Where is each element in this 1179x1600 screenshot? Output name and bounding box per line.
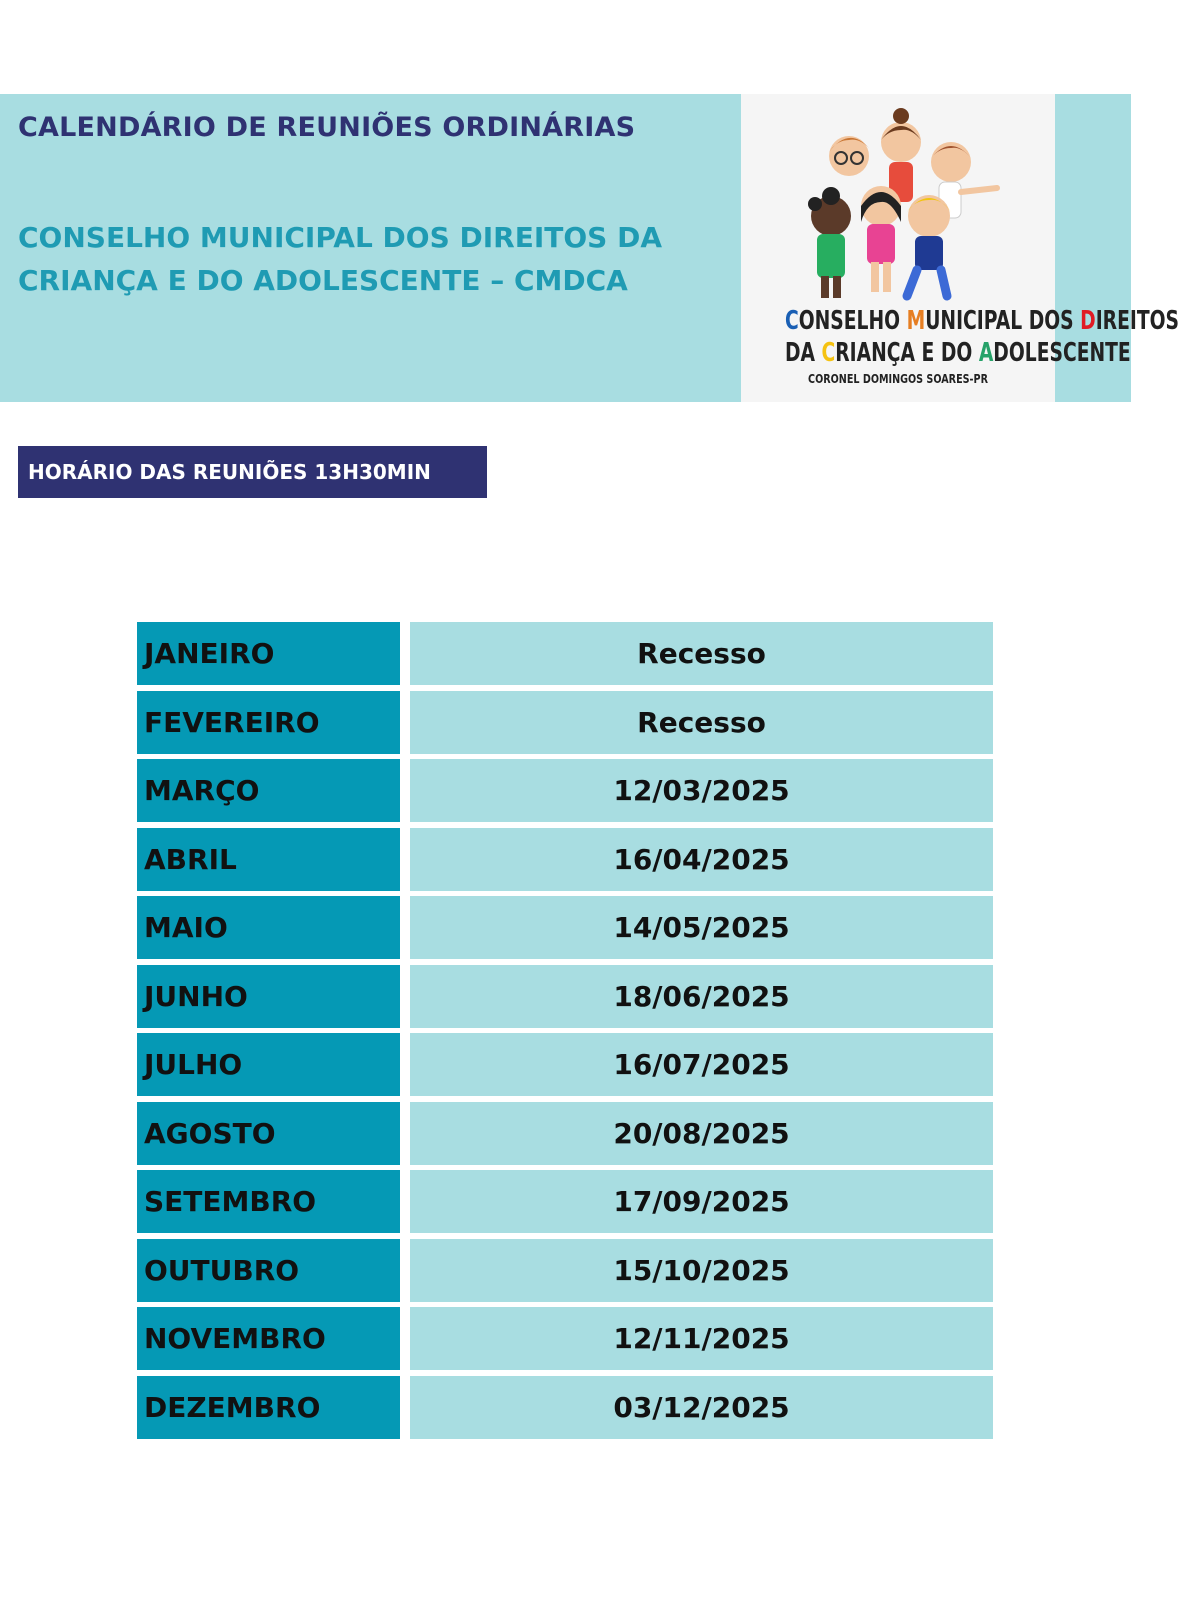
table-row	[137, 1307, 993, 1370]
date-cell: 12/11/2025	[410, 1307, 993, 1370]
table-row	[137, 1102, 993, 1165]
council-name-line2: CRIANÇA E DO ADOLESCENTE – CMDCA	[18, 264, 628, 297]
table-row	[137, 965, 993, 1028]
table-row	[137, 691, 993, 754]
month-cell: DEZEMBRO	[137, 1376, 400, 1439]
meeting-time-badge: HORÁRIO DAS REUNIÕES 13H30MIN	[18, 446, 487, 498]
council-name	[18, 216, 718, 302]
month-cell: JUNHO	[137, 965, 400, 1028]
date-cell: 20/08/2025	[410, 1102, 993, 1165]
page-title: CALENDÁRIO DE REUNIÕES ORDINÁRIAS	[18, 112, 636, 143]
logo-text-city: CORONEL DOMINGOS SOARES-PR	[808, 372, 988, 386]
table-row	[137, 1033, 993, 1096]
date-cell: 03/12/2025	[410, 1376, 993, 1439]
children-illustration-icon	[801, 104, 1001, 304]
month-cell: MAIO	[137, 896, 400, 959]
date-cell: 16/04/2025	[410, 828, 993, 891]
table-row	[137, 896, 993, 959]
table-row	[137, 1170, 993, 1233]
logo-word-dolescente: DOLESCENTE	[993, 338, 1131, 368]
table-row	[137, 828, 993, 891]
month-cell: MARÇO	[137, 759, 400, 822]
month-cell: FEVEREIRO	[137, 691, 400, 754]
date-cell: Recesso	[410, 691, 993, 754]
logo-word-unicipal: UNICIPAL DOS	[925, 306, 1081, 336]
month-cell: OUTUBRO	[137, 1239, 400, 1302]
date-cell: 16/07/2025	[410, 1033, 993, 1096]
table-row	[137, 759, 993, 822]
date-cell: 12/03/2025	[410, 759, 993, 822]
logo-text-line2	[784, 338, 1131, 368]
table-row	[137, 1376, 993, 1439]
date-cell: 14/05/2025	[410, 896, 993, 959]
date-cell: 18/06/2025	[410, 965, 993, 1028]
logo-word-onselho: ONSELHO	[798, 306, 907, 336]
logo-letter-c2: C	[821, 338, 836, 368]
logo-word-da: DA	[784, 338, 822, 368]
logo-letter-d: D	[1080, 306, 1096, 336]
date-cell: Recesso	[410, 622, 993, 685]
month-cell: NOVEMBRO	[137, 1307, 400, 1370]
logo-letter-c: C	[784, 306, 799, 336]
table-row	[137, 622, 993, 685]
meetings-table	[137, 622, 993, 1444]
logo-letter-a: A	[978, 338, 994, 368]
logo-text-line1	[784, 306, 1179, 336]
month-cell: AGOSTO	[137, 1102, 400, 1165]
logo-word-ireitos: IREITOS	[1095, 306, 1179, 336]
council-name-line1: CONSELHO MUNICIPAL DOS DIREITOS DA	[18, 221, 662, 254]
month-cell: JANEIRO	[137, 622, 400, 685]
month-cell: JULHO	[137, 1033, 400, 1096]
month-cell: ABRIL	[137, 828, 400, 891]
date-cell: 15/10/2025	[410, 1239, 993, 1302]
table-row	[137, 1239, 993, 1302]
logo-letter-m: M	[906, 306, 926, 336]
month-cell: SETEMBRO	[137, 1170, 400, 1233]
logo-word-rianca: RIANÇA E DO	[835, 338, 979, 368]
cmdca-logo	[741, 94, 1179, 402]
date-cell: 17/09/2025	[410, 1170, 993, 1233]
